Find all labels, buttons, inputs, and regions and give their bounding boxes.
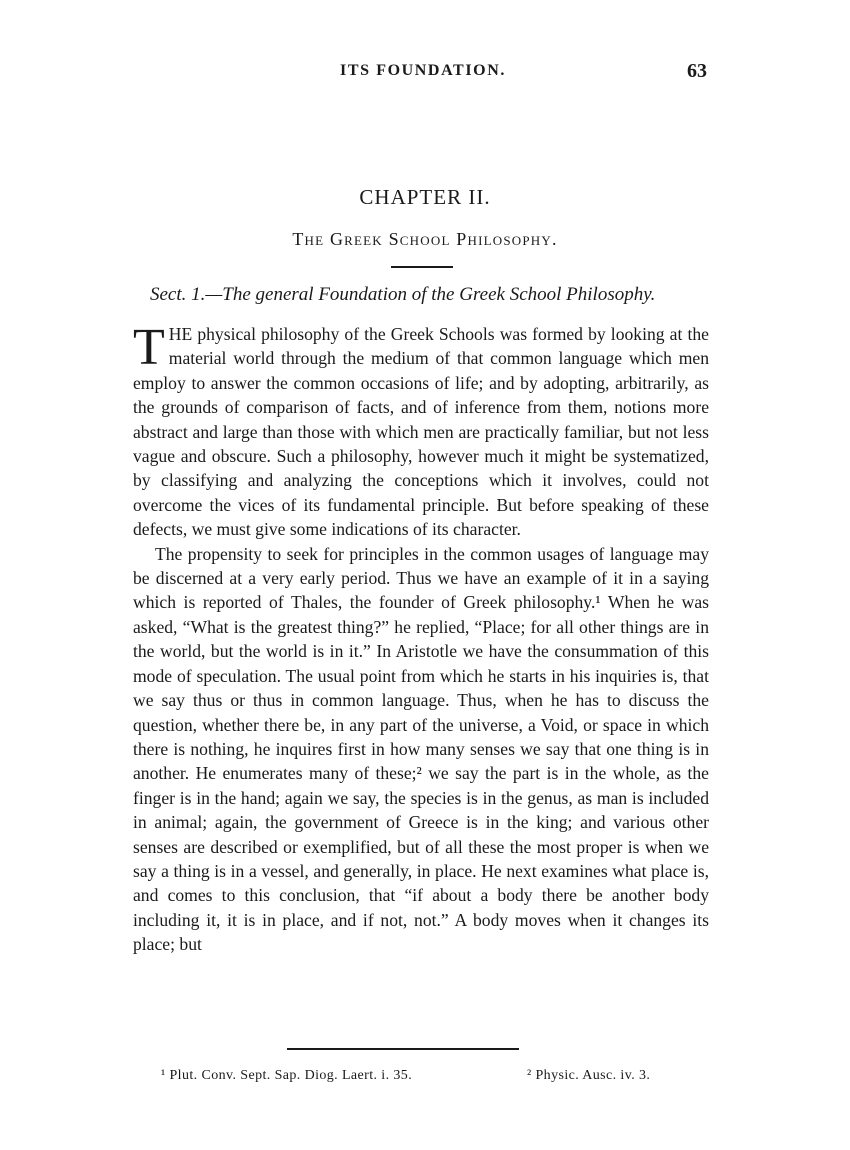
chapter-divider-rule bbox=[391, 266, 453, 268]
paragraph-2: The propensity to seek for principles in the common usages of language may be discerned at a very early period. Thus we have an example of it in a saying which is reported of Thales, the founder of Greek philosophy.¹ When he was asked, “What is the greatest thing?” he replied, “Place; for all other things are in the world, but the world is in it.” In Aristotle we have the consummation of this mode of speculation. The usual point from which he starts in his inquiries is, that we say thus or thus in common language. Thus, when he has to discuss the question, whether there be, in any part of the universe, a Void, or space in which there is nothing, he inquires first in how many senses we say that one thing is in another. He enumerates many of these;² we say the part is in the whole, as the finger is in the hand; again we say, the species is in the genus, as man is included in animal; again, the government of Greece is in the king; and various other senses are described or exemplified, but of all these the most proper is when we say a thing is in a vessel, and generally, in place. He next examines what place is, and comes to this conclusion, that “if about a body there be another body including it, it is in place, and if not, not.” A body moves when it changes its place; but bbox=[133, 543, 709, 955]
paragraph-1: THE physical philosophy of the Greek Schools was formed by looking at the material world through the medium of that common language which men employ to answer the common occasions of life; and by adopting, arbitrarily, as the grounds of comparison of facts, and of inference from them, notions more abstract and large than those with which men are practically familiar, but not less vague and obscure. Such a philosophy, however much it might be systematized, by classifying and analyzing the conceptions which it involves, could not overcome the vices of its fundamental principle. But before speaking of these defects, we must give some indications of its character. bbox=[133, 319, 709, 540]
footnote-2: ² Physic. Ausc. iv. 3. bbox=[527, 1068, 651, 1083]
chapter-title: CHAPTER II. bbox=[359, 185, 491, 209]
body-text bbox=[133, 319, 709, 957]
footnote-1: ¹ Plut. Conv. Sept. Sap. Diog. Laert. i. 35. bbox=[161, 1068, 413, 1083]
chapter-subtitle: The Greek School Philosophy. bbox=[292, 229, 558, 249]
page-number: 63 bbox=[687, 60, 707, 82]
page-header bbox=[0, 62, 850, 86]
running-head: ITS FOUNDATION. bbox=[340, 62, 506, 79]
footnote-divider-rule bbox=[287, 1048, 519, 1050]
section-heading: Sect. 1.—The general Foundation of the Greek School Philosophy. bbox=[150, 284, 656, 305]
